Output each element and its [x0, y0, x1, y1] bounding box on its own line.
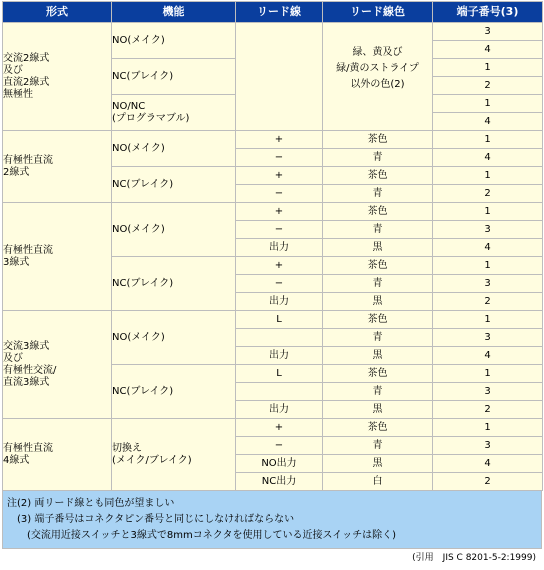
function-cell: NO(メイク) [112, 203, 236, 257]
header-form: 形式 [3, 2, 112, 23]
terminal-cell: 3 [433, 437, 543, 455]
terminal-cell: 2 [433, 77, 543, 95]
lead-cell: − [236, 185, 323, 203]
lead-color-cell: 黒 [323, 239, 433, 257]
function-cell: NO(メイク) [112, 131, 236, 167]
citation: (引用 JIS C 8201-5-2:1999) [412, 553, 536, 563]
lead-color-cell: 茶色 [323, 167, 433, 185]
lead-cell: + [236, 419, 323, 437]
terminal-cell: 4 [433, 347, 543, 365]
table-row [3, 131, 543, 149]
lead-color-cell: 茶色 [323, 311, 433, 329]
terminal-cell: 1 [433, 203, 543, 221]
function-cell: NC(ブレイク) [112, 59, 236, 95]
table-row [3, 23, 543, 41]
table-row [3, 203, 543, 221]
header-lead: リード線 [236, 2, 323, 23]
function-cell: NO(メイク) [112, 311, 236, 365]
form-cell: 交流2線式 及び 直流2線式 無極性 [3, 23, 112, 131]
form-cell: 有極性直流 4線式 [3, 419, 112, 491]
note-line: (交流用近接スイッチと3線式で8mmコネクタを使用している近接スイッチは除く) [7, 530, 397, 541]
terminal-cell: 1 [433, 311, 543, 329]
note-line: 注(2) 両リード線とも同色が望ましい [7, 498, 175, 509]
lead-cell: − [236, 149, 323, 167]
function-cell: NC(ブレイク) [112, 257, 236, 311]
form-cell: 有極性直流 3線式 [3, 203, 112, 311]
lead-cell [236, 329, 323, 347]
terminal-cell: 4 [433, 149, 543, 167]
terminal-cell: 1 [433, 365, 543, 383]
lead-color-cell: 青 [323, 275, 433, 293]
lead-cell: NO出力 [236, 455, 323, 473]
header-lead-color: リード線色 [323, 2, 433, 23]
header-function: 機能 [112, 2, 236, 23]
lead-cell: − [236, 437, 323, 455]
terminal-cell: 3 [433, 275, 543, 293]
lead-cell: 出力 [236, 347, 323, 365]
terminal-cell: 2 [433, 293, 543, 311]
lead-color-cell: 黒 [323, 347, 433, 365]
lead-color-cell: 白 [323, 473, 433, 491]
lead-color-cell: 緑、黄及び 緑/黄のストライプ 以外の色(2) [323, 23, 433, 131]
terminal-cell: 4 [433, 239, 543, 257]
terminal-cell: 2 [433, 401, 543, 419]
lead-cell: − [236, 221, 323, 239]
lead-color-cell: 青 [323, 185, 433, 203]
note-line: (3) 端子番号はコネクタピン番号と同じにしなければならない [7, 514, 295, 525]
lead-cell: − [236, 275, 323, 293]
wiring-table-container [2, 1, 542, 563]
table-row [3, 311, 543, 329]
lead-color-cell: 茶色 [323, 365, 433, 383]
lead-color-cell: 黒 [323, 455, 433, 473]
terminal-cell: 1 [433, 59, 543, 77]
lead-color-cell: 茶色 [323, 131, 433, 149]
terminal-cell: 3 [433, 329, 543, 347]
form-cell: 交流3線式 及び 有極性交流/ 直流3線式 [3, 311, 112, 419]
terminal-cell: 3 [433, 383, 543, 401]
lead-cell: + [236, 167, 323, 185]
header-terminal: 端子番号(3) [433, 2, 543, 23]
lead-cell: 出力 [236, 401, 323, 419]
function-cell: NO(メイク) [112, 23, 236, 59]
terminal-cell: 2 [433, 185, 543, 203]
lead-color-cell: 青 [323, 221, 433, 239]
form-cell: 有極性直流 2線式 [3, 131, 112, 203]
lead-color-cell: 黒 [323, 293, 433, 311]
terminal-cell: 1 [433, 95, 543, 113]
lead-cell: 出力 [236, 293, 323, 311]
lead-cell [236, 383, 323, 401]
terminal-cell: 4 [433, 41, 543, 59]
table-body [3, 23, 543, 491]
lead-color-cell: 青 [323, 149, 433, 167]
lead-color-cell: 青 [323, 329, 433, 347]
terminal-cell: 1 [433, 131, 543, 149]
lead-color-cell: 青 [323, 383, 433, 401]
lead-cell: L [236, 365, 323, 383]
lead-cell: 出力 [236, 239, 323, 257]
terminal-cell: 1 [433, 167, 543, 185]
terminal-cell: 4 [433, 455, 543, 473]
lead-cell: + [236, 131, 323, 149]
lead-color-cell: 黒 [323, 401, 433, 419]
terminal-cell: 2 [433, 473, 543, 491]
lead-cell: L [236, 311, 323, 329]
terminal-cell: 3 [433, 23, 543, 41]
lead-cell: + [236, 203, 323, 221]
function-cell: NC(ブレイク) [112, 365, 236, 419]
function-cell: NO/NC (プログラマブル) [112, 95, 236, 131]
terminal-cell: 4 [433, 113, 543, 131]
lead-color-cell: 青 [323, 437, 433, 455]
lead-cell: + [236, 257, 323, 275]
function-cell: NC(ブレイク) [112, 167, 236, 203]
notes-box [2, 491, 542, 549]
lead-cell [236, 23, 323, 131]
terminal-cell: 1 [433, 419, 543, 437]
table-row [3, 419, 543, 437]
terminal-cell: 3 [433, 221, 543, 239]
wiring-table [2, 1, 543, 491]
header-row [3, 2, 543, 23]
lead-color-cell: 茶色 [323, 203, 433, 221]
terminal-cell: 1 [433, 257, 543, 275]
lead-color-cell: 茶色 [323, 257, 433, 275]
lead-color-cell: 茶色 [323, 419, 433, 437]
lead-cell: NC出力 [236, 473, 323, 491]
function-cell: 切換え (メイク/ブレイク) [112, 419, 236, 491]
